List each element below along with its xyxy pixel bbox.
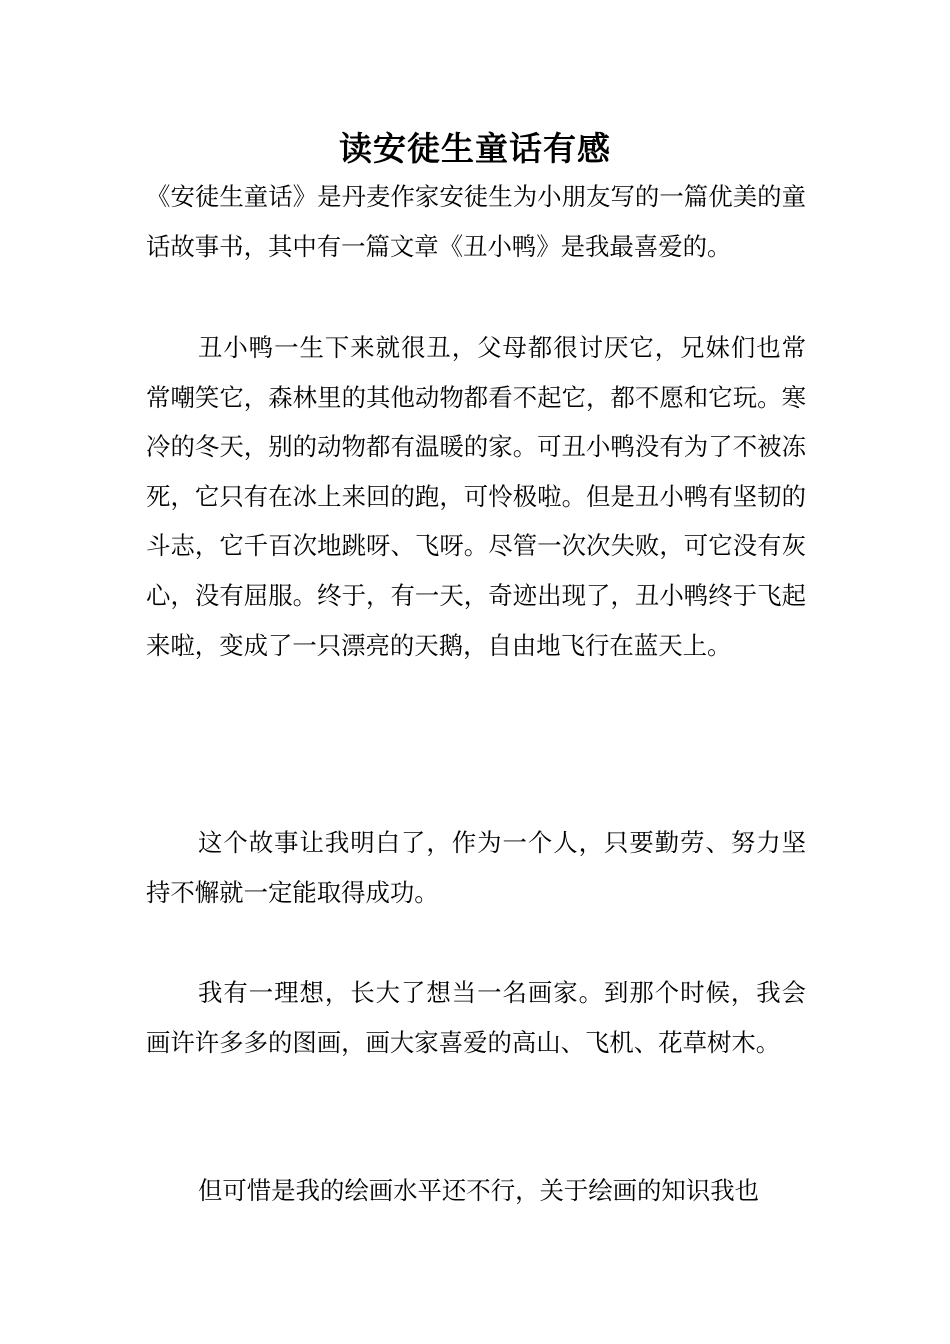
paragraph-lesson: 这个故事让我明白了，作为一个人，只要勤劳、努力坚持不懈就一定能取得成功。: [146, 828, 806, 907]
paragraph-story: 丑小鸭一生下来就很丑，父母都很讨厌它，兄妹们也常常嘲笑它，森林里的其他动物都看不起它，都不愿和它玩。寒冷的冬天，别的动物都有温暖的家。可丑小鸭没有为了不被冻死，它只有在冰上来回的跑，可怜极啦。但是丑小鸭有坚韧的斗志，它千百次地跳呀、飞呀。尽管一次次失败，可它没有灰心，没有屈服。终于，有一天，奇迹出现了，丑小鸭终于飞起来啦，变成了一只漂亮的天鹅，自由地飞行在蓝天上。: [146, 333, 806, 660]
paragraph-dream: 我有一理想，长大了想当一名画家。到那个时候，我会画许许多多的图画，画大家喜爱的高山、飞机、花草树木。: [146, 978, 806, 1057]
document-title: 读安徒生童话有感: [339, 129, 611, 168]
paragraph-intro: 《安徒生童话》是丹麦作家安徒生为小朋友写的一篇优美的童话故事书，其中有一篇文章《丑小鸭》是我最喜爱的。: [146, 182, 806, 261]
paragraph-regret: 但可惜是我的绘画水平还不行，关于绘画的知识我也: [198, 1176, 759, 1205]
